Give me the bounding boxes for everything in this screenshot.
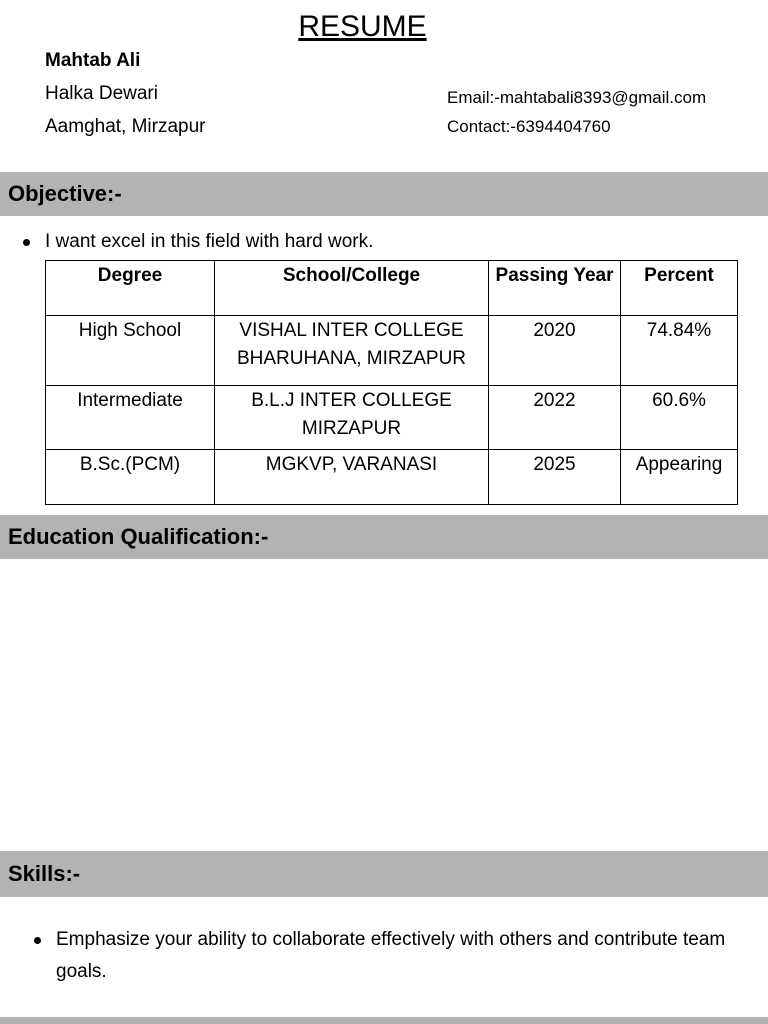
- table-row: [46, 316, 738, 386]
- cell-year: 2022: [489, 386, 621, 450]
- cell-school: MGKVP, VARANASI: [215, 450, 489, 505]
- cell-degree: Intermediate: [46, 386, 215, 450]
- skills-text: Emphasize your ability to collaborate effectively with others and contribute team goals.: [56, 929, 726, 982]
- cell-year: 2025: [489, 450, 621, 505]
- objective-text: I want excel in this field with hard work.: [45, 231, 374, 252]
- objective-heading: Objective:-: [0, 172, 768, 216]
- table-header-row: [46, 261, 738, 316]
- header-school: School/College: [215, 261, 489, 316]
- cell-percent: Appearing: [621, 450, 738, 505]
- header-passing-year: Passing Year: [489, 261, 621, 316]
- cell-year: 2020: [489, 316, 621, 386]
- cell-school: VISHAL INTER COLLEGE BHARUHANA, MIRZAPUR: [215, 316, 489, 386]
- cell-degree: High School: [46, 316, 215, 386]
- bullet-dot: [34, 937, 41, 944]
- cell-percent: 60.6%: [621, 386, 738, 450]
- cell-school: B.L.J INTER COLLEGE MIRZAPUR: [215, 386, 489, 450]
- skills-heading: Skills:-: [0, 851, 768, 897]
- candidate-name: Mahtab Ali: [45, 50, 141, 71]
- bottom-section-bar: [0, 1017, 768, 1024]
- resume-title: RESUME: [298, 10, 427, 43]
- bullet-dot: [23, 239, 30, 246]
- contact-text: Contact:-6394404760: [447, 117, 611, 136]
- education-table: [45, 260, 738, 505]
- header-degree: Degree: [46, 261, 215, 316]
- table-row: [46, 450, 738, 505]
- education-heading: Education Qualification:-: [0, 515, 768, 559]
- address-line-2: Aamghat, Mirzapur: [45, 116, 206, 137]
- table-row: [46, 386, 738, 450]
- header-percent: Percent: [621, 261, 738, 316]
- cell-degree: B.Sc.(PCM): [46, 450, 215, 505]
- objective-bullet: [45, 226, 373, 258]
- email-text: Email:-mahtabali8393@gmail.com: [447, 88, 707, 107]
- address-line-1: Halka Dewari: [45, 83, 158, 104]
- cell-percent: 74.84%: [621, 316, 738, 386]
- skills-bullet: [56, 924, 756, 988]
